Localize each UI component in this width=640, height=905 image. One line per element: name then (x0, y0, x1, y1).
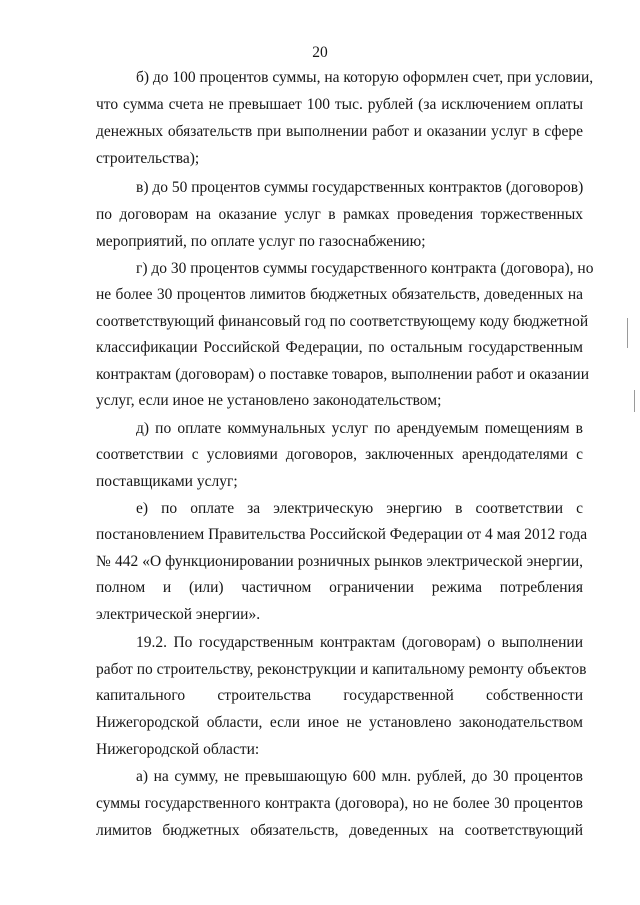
text-line: б) до 100 процентов суммы, на которую оформлен счет, при условии, (136, 69, 594, 86)
text-line: мероприятий, по оплате услуг по газоснабжению; (96, 233, 426, 250)
text-line: а) на сумму, не превышающую 600 млн. рублей, до 30 процентов (136, 768, 583, 785)
text-line: 19.2. По государственным контрактам (договорам) о выполнении (136, 634, 583, 651)
text-line: классификации Российской Федерации, по остальным государственным (96, 339, 583, 356)
text-line: е) по оплате за электрическую энергию в соответствии с (136, 500, 583, 517)
text-line: соответствии с условиями договоров, заключенных арендодателями с (96, 446, 583, 463)
text-line: по договорам на оказание услуг в рамках проведения торжественных (96, 206, 583, 223)
text-line: что сумма счета не превышает 100 тыс. рублей (за исключением оплаты (96, 96, 583, 113)
scan-artifact-mark (627, 318, 628, 348)
text-line: работ по строительству, реконструкции и капитальному ремонту объектов (96, 661, 587, 678)
text-line: постановлением Правительства Российской Федерации от 4 мая 2012 года (96, 526, 588, 543)
text-line: лимитов бюджетных обязательств, доведенных на соответствующий (96, 822, 583, 839)
scan-artifact-mark (634, 390, 635, 412)
text-line: полном и (или) частичном ограничении режима потребления (96, 579, 583, 596)
text-line: электрической энергии». (96, 606, 261, 623)
text-line: капитального строительства государственной собственности (96, 687, 583, 704)
text-line: услуг, если иное не установлено законодательством; (96, 392, 442, 409)
text-line: не более 30 процентов лимитов бюджетных обязательств, доведенных на (96, 286, 583, 303)
text-line: д) по оплате коммунальных услуг по арендуемым помещениям в (136, 420, 583, 437)
text-line: г) до 30 процентов суммы государственного контракта (договора), но (136, 260, 594, 277)
text-line: Нижегородской области, если иное не установлено законодательством (96, 714, 583, 731)
text-line: денежных обязательств при выполнении работ и оказании услуг в сфере (96, 123, 583, 140)
text-line: Нижегородской области: (96, 741, 260, 758)
text-line: поставщиками услуг; (96, 473, 238, 490)
text-line: контрактам (договорам) о поставке товаров, выполнении работ и оказании (96, 366, 590, 383)
text-line: соответствующий финансовый год по соответствующему коду бюджетной (96, 313, 589, 330)
text-line: № 442 «О функционировании розничных рынков электрической энергии, (96, 553, 583, 570)
page-number: 20 (312, 44, 328, 61)
text-line: строительства); (96, 150, 200, 167)
text-line: в) до 50 процентов суммы государственных контрактов (договоров) (136, 179, 584, 196)
text-line: суммы государственного контракта (договора), но не более 30 процентов (96, 795, 583, 812)
